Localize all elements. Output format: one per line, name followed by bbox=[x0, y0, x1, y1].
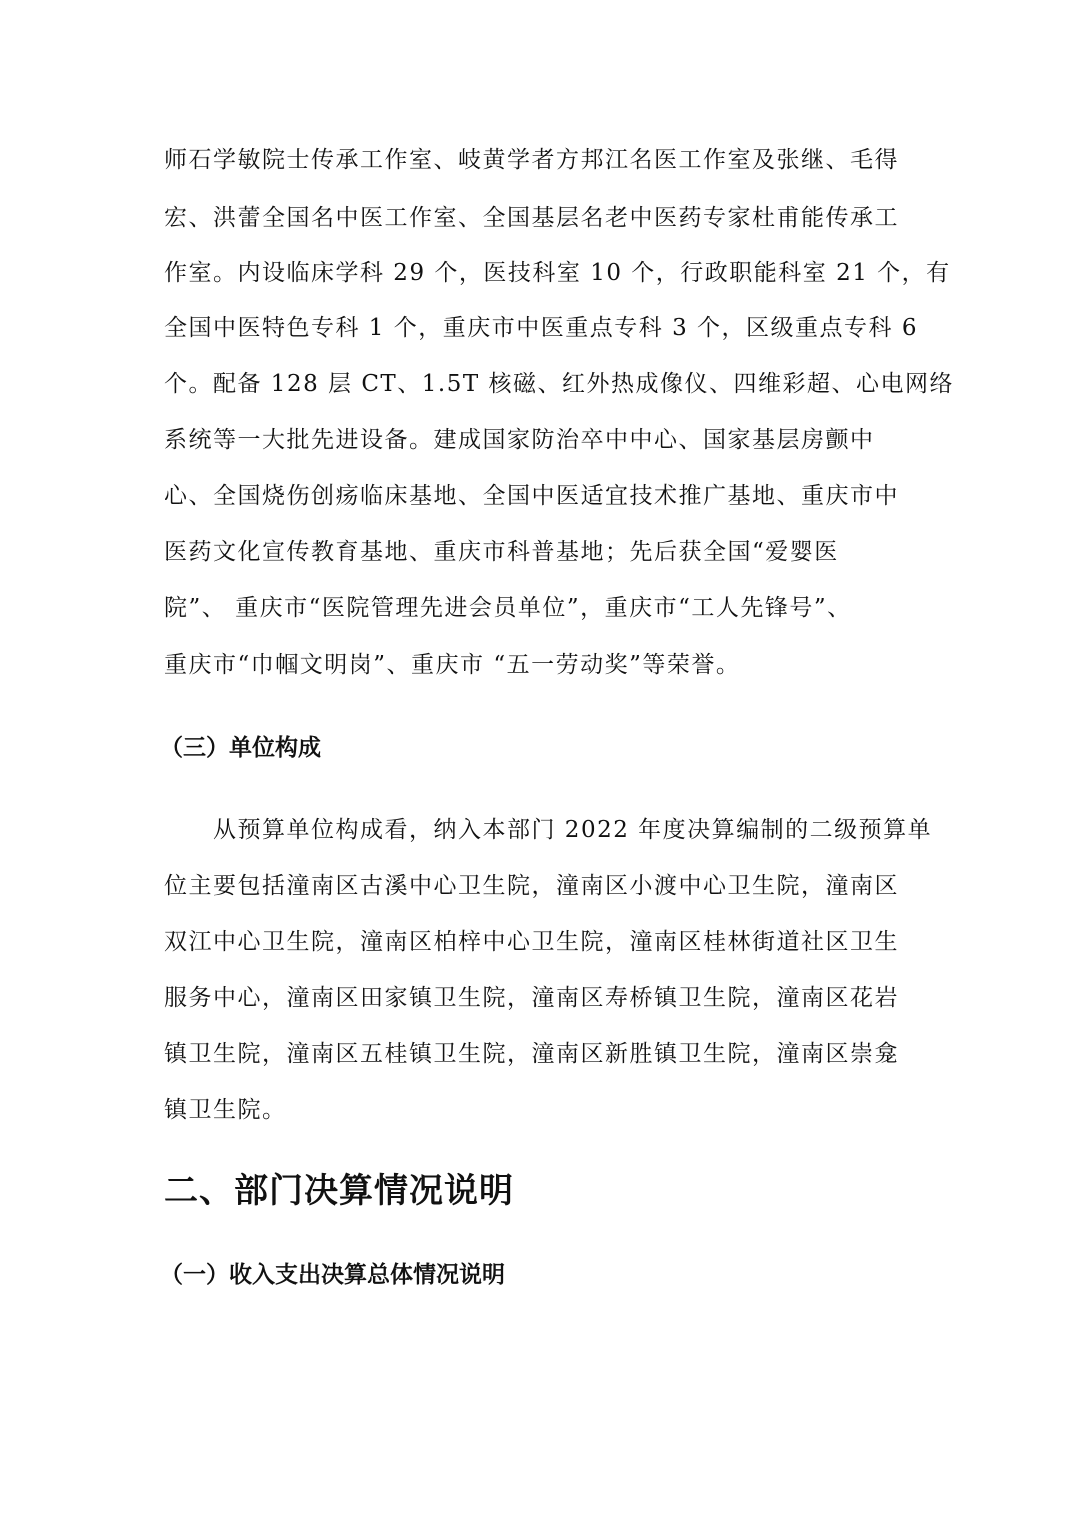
text-line: 镇卫生院，潼南区五桂镇卫生院，潼南区新胜镇卫生院，潼南区崇龛 bbox=[164, 1041, 899, 1067]
section-heading-income-expenditure: （一）收入支出决算总体情况说明 bbox=[160, 1262, 505, 1288]
text-line: 从预算单位构成看，纳入本部门 2022 年度决算编制的二级预算单 bbox=[164, 817, 933, 843]
text-line: 医药文化宣传教育基地、重庆市科普基地；先后获全国“爱婴医 bbox=[164, 539, 839, 565]
text-line: 全国中医特色专科 1 个，重庆市中医重点专科 3 个，区级重点专科 6 bbox=[164, 315, 918, 341]
text-line: 心、全国烧伤创疡临床基地、全国中医适宜技术推广基地、重庆市中 bbox=[164, 483, 899, 509]
text-line: 师石学敏院士传承工作室、岐黄学者方邦江名医工作室及张继、毛得 bbox=[164, 147, 899, 173]
text-line: 双江中心卫生院，潼南区柏梓中心卫生院，潼南区桂林街道社区卫生 bbox=[164, 929, 899, 955]
text-line: 作室。内设临床学科 29 个，医技科室 10 个，行政职能科室 21 个，有 bbox=[164, 260, 951, 286]
section-heading-unit-composition: （三）单位构成 bbox=[160, 735, 321, 761]
text-line: 系统等一大批先进设备。建成国家防治卒中中心、国家基层房颤中 bbox=[164, 427, 875, 453]
text-line: 重庆市“巾帼文明岗”、重庆市 “五一劳动奖”等荣誉。 bbox=[164, 652, 741, 678]
text-line: 服务中心，潼南区田家镇卫生院，潼南区寿桥镇卫生院，潼南区花岩 bbox=[164, 985, 899, 1011]
text-line: 位主要包括潼南区古溪中心卫生院，潼南区小渡中心卫生院，潼南区 bbox=[164, 873, 899, 899]
text-line: 镇卫生院。 bbox=[164, 1097, 287, 1123]
chapter-heading-final-accounts: 二、部门决算情况说明 bbox=[164, 1171, 514, 1211]
text-line: 个。配备 128 层 CT、1.5T 核磁、红外热成像仪、四维彩超、心电网络 bbox=[164, 371, 955, 397]
text-line: 宏、洪蕾全国名中医工作室、全国基层名老中医药专家杜甫能传承工 bbox=[164, 205, 899, 231]
text-line: 院”、 重庆市“医院管理先进会员单位”，重庆市“工人先锋号”、 bbox=[164, 595, 852, 621]
